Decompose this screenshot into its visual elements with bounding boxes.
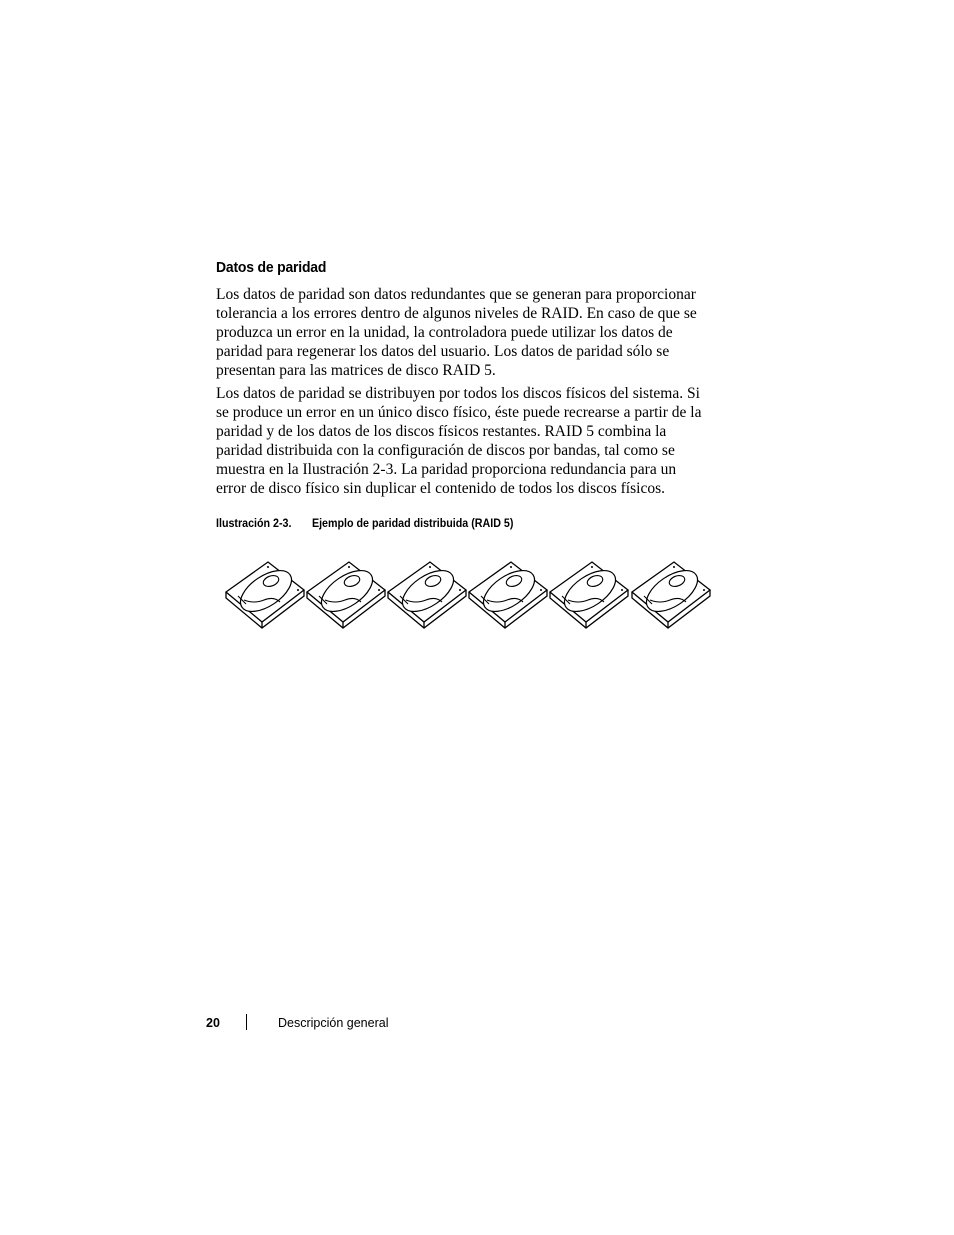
paragraph-line: paridad distribuida con la configuración de discos por bandas, tal como se: [216, 442, 675, 459]
figure-title: Ejemplo de paridad distribuida (RAID 5): [311, 518, 514, 530]
hard-disk-icon: [388, 562, 466, 628]
paragraph-line: muestra en la Ilustración 2-3. La paridad proporciona redundancia para un: [216, 461, 677, 478]
hard-disk-icon: [226, 562, 304, 628]
hard-disk-icon: [632, 562, 710, 628]
paragraph-2: [216, 384, 716, 498]
paragraph-line: tolerancia a los errores dentro de algunos niveles de RAID. En caso de que se: [216, 305, 697, 322]
hard-disk-icon: [469, 562, 547, 628]
raid5-disks-figure: [222, 560, 714, 630]
section-heading: Datos de paridad: [216, 259, 327, 276]
paragraph-line: presentan para las matrices de disco RAID 5.: [216, 362, 496, 379]
page-number: 20: [206, 1016, 220, 1030]
chapter-title: Descripción general: [278, 1016, 389, 1030]
paragraph-line: produzca un error en la unidad, la controladora puede utilizar los datos de: [216, 324, 673, 341]
figure-label: Ilustración 2-3.: [216, 518, 292, 530]
paragraph-line: Los datos de paridad se distribuyen por todos los discos físicos del sistema. Si: [216, 385, 700, 402]
footer-divider: [246, 1014, 247, 1030]
paragraph-line: se produce un error en un único disco físico, éste puede recrearse a partir de la: [216, 404, 702, 421]
paragraph-line: paridad para regenerar los datos del usuario. Los datos de paridad sólo se: [216, 343, 670, 360]
paragraph-line: paridad y de los datos de los discos físicos restantes. RAID 5 combina la: [216, 423, 667, 440]
hard-disk-icon: [307, 562, 385, 628]
paragraph-1: [216, 285, 716, 380]
paragraph-line: error de disco físico sin duplicar el contenido de todos los discos físicos.: [216, 480, 665, 497]
paragraph-line: Los datos de paridad son datos redundantes que se generan para proporcionar: [216, 286, 696, 303]
hard-disk-icon: [550, 562, 628, 628]
figure-caption: [216, 518, 513, 530]
